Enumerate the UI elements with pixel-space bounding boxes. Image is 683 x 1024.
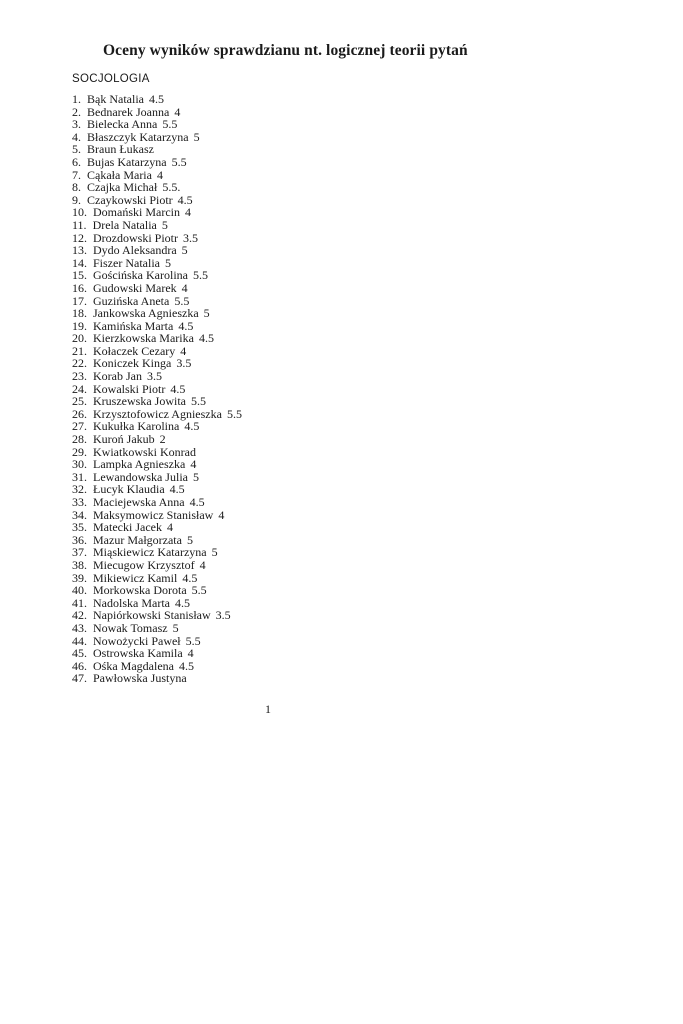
- student-grade: 5: [192, 469, 199, 484]
- student-name: Kołaczek Cezary: [93, 343, 176, 358]
- student-name: Miecugow Krzysztof: [93, 557, 195, 572]
- student-number: 35.: [72, 520, 87, 535]
- student-number: 43.: [72, 620, 87, 635]
- student-name: Drela Natalia: [92, 217, 157, 232]
- student-name: Braun Łukasz: [87, 142, 154, 157]
- student-grade: 3.5: [215, 608, 231, 623]
- student-number: 17.: [72, 293, 87, 308]
- student-grade: 5.5: [190, 394, 206, 409]
- student-name: Ostrowska Kamila: [93, 646, 183, 661]
- document-title: Oceny wyników sprawdzianu nt. logicznej teorii pytań: [103, 42, 468, 59]
- student-grade: 5.5: [191, 583, 207, 598]
- student-number: 37.: [72, 545, 87, 560]
- student-row: [72, 118, 242, 131]
- student-name: Fiszer Natalia: [93, 255, 160, 270]
- student-number: 28.: [72, 432, 87, 447]
- student-grade-list: [72, 93, 242, 685]
- student-grade: 3.5: [183, 230, 198, 245]
- student-grade: 4: [187, 646, 194, 661]
- student-name: Krzysztofowicz Agnieszka: [93, 406, 222, 421]
- student-grade: 4.5: [170, 381, 186, 396]
- student-grade: 4.5: [178, 318, 194, 333]
- student-grade: 4: [181, 280, 188, 295]
- student-grade: 5.5: [192, 268, 208, 283]
- student-grade: 5: [203, 306, 210, 321]
- student-grade: 4: [190, 457, 197, 472]
- student-name: Bujas Katarzyna: [87, 154, 167, 169]
- student-grade: 4: [180, 343, 187, 358]
- student-row: [72, 307, 242, 320]
- student-grade: 4: [199, 557, 206, 572]
- student-grade: 4: [156, 167, 163, 182]
- student-number: 44.: [72, 633, 87, 648]
- student-name: Mazur Małgorzata: [93, 532, 182, 547]
- student-number: 36.: [72, 532, 87, 547]
- student-name: Czajka Michał: [87, 180, 158, 195]
- student-name: Bąk Natalia: [87, 92, 144, 106]
- student-name: Kamińska Marta: [93, 318, 174, 333]
- student-grade: 5.5: [162, 117, 178, 132]
- student-name: Lewandowska Julia: [93, 469, 188, 484]
- student-row: [72, 93, 242, 106]
- student-grade: 4.5: [169, 482, 185, 497]
- student-number: 16.: [72, 280, 87, 295]
- student-name: Napiórkowski Stanisław: [93, 608, 211, 623]
- student-number: 18.: [72, 306, 87, 321]
- student-number: 23.: [72, 369, 87, 384]
- student-number: 22.: [72, 356, 87, 371]
- student-grade: 5: [181, 243, 188, 258]
- student-number: 42.: [72, 608, 87, 623]
- student-name: Bielecka Anna: [87, 117, 158, 132]
- student-name: Guzińska Aneta: [93, 293, 170, 308]
- student-name: Maciejewska Anna: [93, 495, 185, 509]
- student-name: Morkowska Dorota: [93, 583, 187, 598]
- student-row: [72, 244, 242, 257]
- student-number: 6.: [72, 154, 81, 169]
- student-row: [72, 370, 242, 383]
- student-grade: 4: [218, 507, 225, 522]
- student-name: Cąkała Maria: [87, 167, 152, 182]
- student-name: Kruszewska Jowita: [93, 394, 186, 409]
- student-number: 40.: [72, 583, 87, 598]
- student-grade: 4.5: [182, 570, 198, 585]
- student-number: 46.: [72, 658, 87, 673]
- student-number: 8.: [72, 180, 81, 195]
- student-grade: 5: [164, 255, 171, 270]
- student-number: 12.: [72, 230, 87, 245]
- student-grade: 2: [159, 432, 166, 447]
- student-number: 4.: [72, 129, 81, 144]
- student-name: Lampka Agnieszka: [93, 457, 186, 472]
- student-grade: 5.5.: [162, 180, 181, 195]
- student-grade: 4: [166, 520, 173, 535]
- student-number: 24.: [72, 381, 87, 396]
- student-number: 13.: [72, 243, 87, 258]
- student-grade: 5: [186, 532, 193, 547]
- student-name: Jankowska Agnieszka: [93, 306, 199, 321]
- student-grade: 5.5: [171, 154, 187, 169]
- student-grade: 5.5: [185, 633, 201, 648]
- student-grade: 4.5: [178, 658, 194, 673]
- student-number: 14.: [72, 255, 87, 270]
- student-row: [72, 156, 242, 169]
- student-number: 26.: [72, 406, 87, 421]
- student-name: Błaszczyk Katarzyna: [87, 129, 189, 144]
- student-row: [72, 395, 242, 408]
- student-name: Kuroń Jakub: [93, 432, 155, 447]
- student-grade: 4.5: [148, 92, 164, 106]
- student-grade: 3.5: [176, 356, 192, 371]
- student-name: Nadolska Marta: [93, 595, 170, 610]
- student-number: 3.: [72, 117, 81, 132]
- section-heading: SOCJOLOGIA: [72, 73, 150, 85]
- student-number: 11.: [72, 217, 87, 232]
- student-grade: 4.5: [177, 192, 193, 207]
- student-name: Kukułka Karolina: [93, 419, 180, 434]
- student-name: Ośka Magdalena: [93, 658, 174, 673]
- student-row: [72, 521, 242, 534]
- student-number: 9.: [72, 192, 81, 207]
- student-grade: 5: [172, 620, 179, 635]
- student-grade: 4.5: [198, 331, 214, 346]
- student-grade: 5.5: [174, 293, 190, 308]
- student-row: [72, 282, 242, 295]
- student-row: [72, 332, 242, 345]
- student-row: [72, 219, 242, 232]
- student-row: [72, 458, 242, 471]
- student-number: 1.: [72, 92, 81, 106]
- student-number: 5.: [72, 142, 81, 157]
- student-number: 10.: [72, 205, 87, 220]
- student-number: 15.: [72, 268, 87, 283]
- student-number: 30.: [72, 457, 87, 472]
- student-number: 25.: [72, 394, 87, 409]
- student-grade: 5: [193, 129, 200, 144]
- student-number: 33.: [72, 495, 87, 509]
- student-name: Nowożycki Paweł: [93, 633, 181, 648]
- student-name: Domański Marcin: [93, 205, 180, 220]
- student-grade: 5: [211, 545, 218, 560]
- student-number: 31.: [72, 469, 87, 484]
- student-number: 21.: [72, 343, 87, 358]
- student-name: Gudowski Marek: [93, 280, 177, 295]
- student-grade: 5: [161, 217, 168, 232]
- student-row: [72, 672, 242, 685]
- student-grade: 3.5: [146, 369, 162, 384]
- student-name: Dydo Aleksandra: [93, 243, 177, 258]
- student-number: 32.: [72, 482, 87, 497]
- student-name: Maksymowicz Stanisław: [93, 507, 214, 522]
- student-number: 47.: [72, 671, 87, 686]
- student-grade: 4.5: [184, 419, 200, 434]
- student-number: 29.: [72, 444, 87, 459]
- student-name: Bednarek Joanna: [87, 104, 170, 119]
- student-number: 20.: [72, 331, 87, 346]
- student-row: [72, 559, 242, 572]
- student-name: Łucyk Klaudia: [93, 482, 165, 497]
- student-name: Korab Jan: [93, 369, 142, 384]
- student-row: [72, 622, 242, 635]
- student-name: Matecki Jacek: [93, 520, 162, 535]
- student-number: 38.: [72, 557, 87, 572]
- student-name: Czaykowski Piotr: [87, 192, 173, 207]
- student-number: 27.: [72, 419, 87, 434]
- student-name: Mikiewicz Kamil: [93, 570, 178, 585]
- student-number: 45.: [72, 646, 87, 661]
- student-name: Koniczek Kinga: [93, 356, 172, 371]
- student-number: 41.: [72, 595, 87, 610]
- student-row: [72, 433, 242, 446]
- student-name: Kwiatkowski Konrad: [93, 444, 196, 459]
- student-name: Nowak Tomasz: [93, 620, 168, 635]
- student-grade: 5.5: [226, 406, 242, 421]
- student-grade: 4.5: [189, 495, 205, 509]
- student-row: [72, 584, 242, 597]
- student-name: Gościńska Karolina: [93, 268, 188, 283]
- student-name: Miąskiewicz Katarzyna: [93, 545, 207, 560]
- student-name: Kowalski Piotr: [93, 381, 166, 396]
- student-number: 34.: [72, 507, 87, 522]
- student-name: Pawłowska Justyna: [93, 671, 187, 686]
- student-name: Drozdowski Piotr: [93, 230, 178, 245]
- student-grade: 4: [184, 205, 191, 220]
- student-name: Kierzkowska Marika: [93, 331, 194, 346]
- student-row: [72, 496, 242, 509]
- page-number: 1: [265, 702, 271, 716]
- student-number: 7.: [72, 167, 81, 182]
- student-number: 39.: [72, 570, 87, 585]
- student-number: 2.: [72, 104, 81, 119]
- student-grade: 4: [174, 104, 181, 119]
- student-row: [72, 647, 242, 660]
- student-row: [72, 181, 242, 194]
- student-grade: 4.5: [174, 595, 190, 610]
- student-number: 19.: [72, 318, 87, 333]
